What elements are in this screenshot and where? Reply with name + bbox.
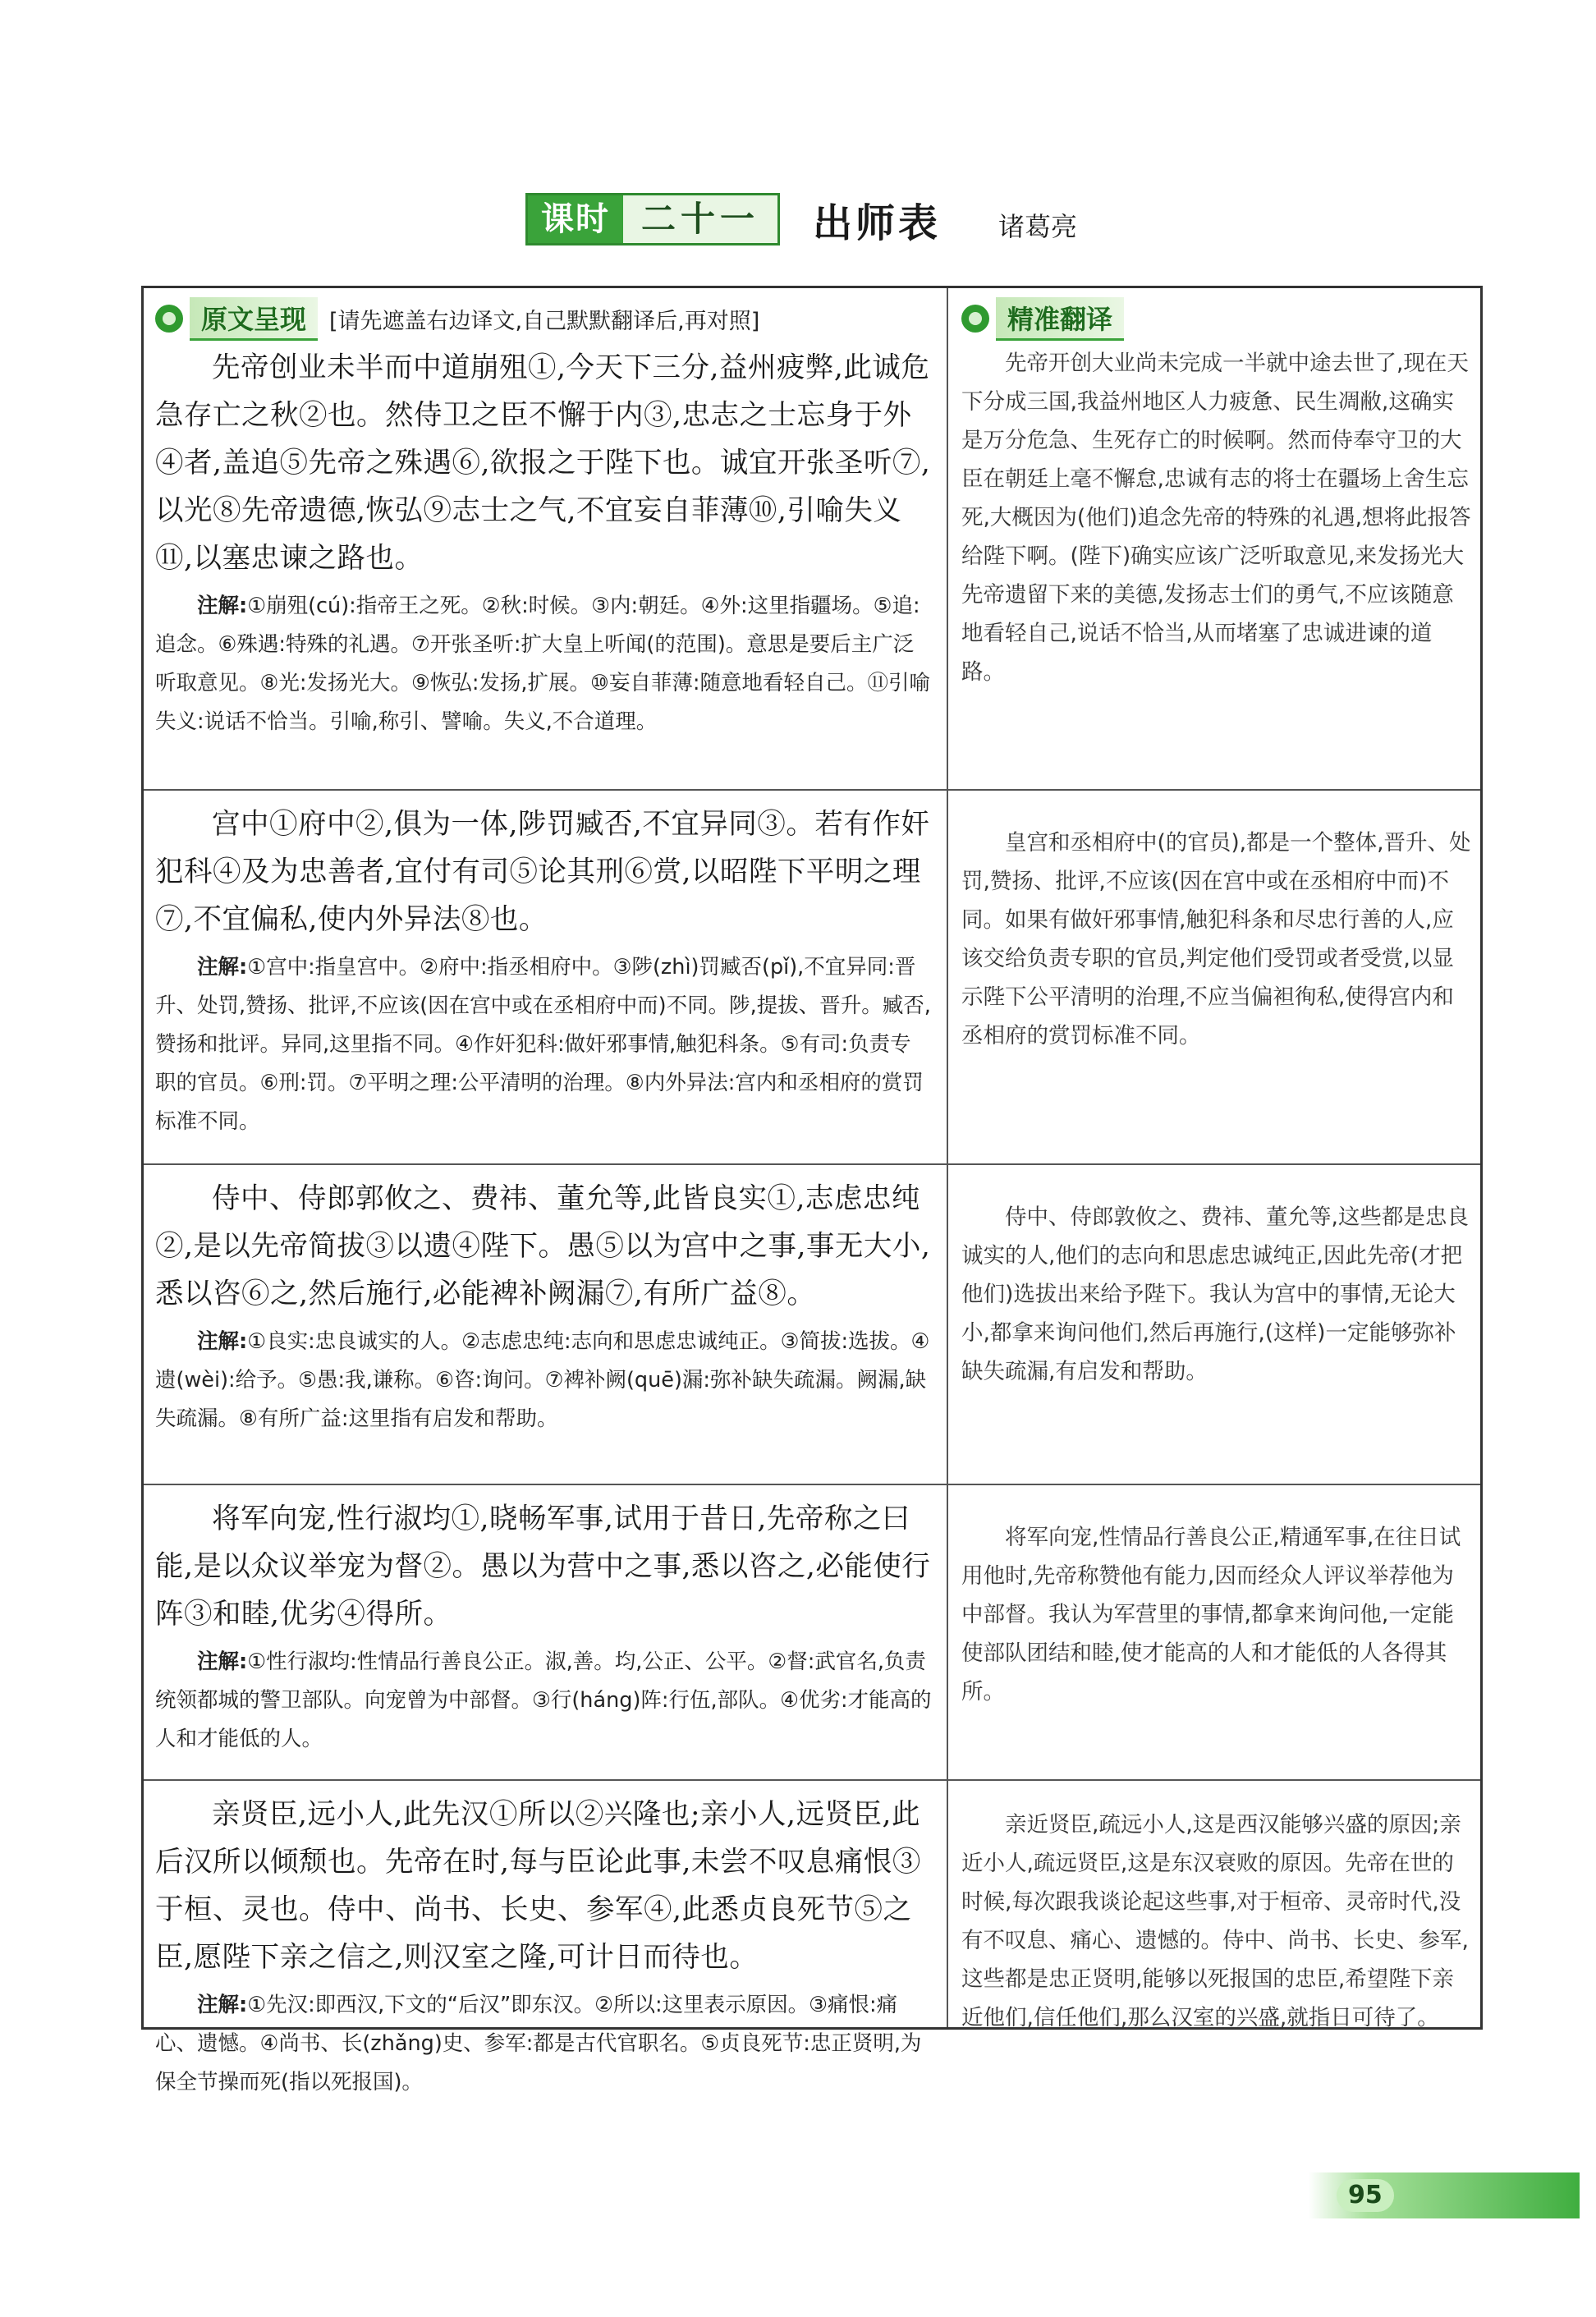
- page-number-bar: [1309, 2172, 1580, 2218]
- notes-text: 注解:①良实:忠良诚实的人。②志虑忠纯:志向和思虑忠诚纯正。③简拔:选拔。④遗(wèi):给予。⑤愚:我,谦称。⑥咨:询问。⑦裨补阙(quē)漏:弥补缺失疏漏。阙漏,缺失疏漏。⑧有所广益:这里指有启发和帮助。: [155, 1329, 930, 1431]
- translation-section-title: 精准翻译: [996, 297, 1124, 341]
- table-row: [144, 1779, 1480, 2094]
- translation-cell: [961, 1198, 1475, 1391]
- translation-text: 将军向宠,性情品行善良公正,精通军事,在往日试用他时,先帝称赞他有能力,因而经众人评议举荐他为中部督。我认为军营里的事情,都拿来询问他,一定能使部队团结和睦,使才能高的人和才能低的人各得其所。: [961, 1525, 1461, 1704]
- translation-text: 先帝开创大业尚未完成一半就中途去世了,现在天下分成三国,我益州地区人力疲惫、民生凋敝,这确实是万分危急、生死存亡的时候啊。然而侍奉守卫的大臣在朝廷上毫不懈怠,忠诚有志的将士在疆场上舍生忘死,大概因为(他们)追念先帝的特殊的礼遇,想将此报答给陛下啊。(陛下)确实应该广泛听取意见,来发扬光大先帝遗留下来的美德,发扬志士们的勇气,不应该随意地看轻自己,说话不恰当,从而堵塞了忠诚进谏的道路。: [961, 351, 1471, 685]
- translation-cell: [961, 1805, 1475, 2037]
- author: 诸葛亮: [998, 211, 1078, 242]
- notes-label: 注解:: [197, 1993, 248, 2017]
- translation-text: 侍中、侍郎敦攸之、费祎、董允等,这些都是忠良诚实的人,他们的志向和思虑忠诚纯正,因此先帝(才把他们)选拔出来给予陛下。我认为宫中的事情,无论大小,都拿来询问他们,然后再施行,(这样)一定能够弥补缺失疏漏,有启发和帮助。: [961, 1204, 1469, 1384]
- lesson-title-bar: [525, 190, 1077, 248]
- original-text: 宫中①府中②,俱为一体,陟罚臧否,不宜异同③。若有作奸犯科④及为忠善者,宜付有司⑤论其刑⑥赏,以昭陛下平明之理⑦,不宜偏私,使内外异法⑧也。: [155, 808, 930, 936]
- original-cell: [155, 801, 932, 1141]
- translation-cell: [961, 298, 1475, 691]
- table-row: [144, 288, 1480, 789]
- table-row: [144, 1484, 1480, 1779]
- notes-label: 注解:: [197, 594, 248, 618]
- notes-text: 注解:①崩殂(cú):指帝王之死。②秋:时候。③内:朝廷。④外:这里指疆场。⑤追:追念。⑥殊遇:特殊的礼遇。⑦开张圣听:扩大皇上听闻(的范围)。意思是要后主广泛听取意见。⑧光:发扬光大。⑨恢弘:发扬,扩展。⑩妄自菲薄:随意地看轻自己。⑪引喻失义:说话不恰当。引喻,称引、譬喻。失义,不合道理。: [155, 594, 930, 734]
- translation-cell: [961, 1518, 1475, 1711]
- notes-label: 注解:: [197, 1649, 248, 1674]
- notes-text: 注解:①宫中:指皇宫中。②府中:指丞相府中。③陟(zhì)罚臧否(pǐ),不宜异同:晋升、处罚,赞扬、批评,不应该(因在宫中或在丞相府中而)不同。陟,提拔、晋升。臧否,赞扬和批评。异同,这里指不同。④作奸犯科:做奸邪事情,触犯科条。⑤有司:负责专职的官员。⑥刑:罚。⑦平明之理:公平清明的治理。⑧内外异法:宫内和丞相府的赏罚标准不同。: [155, 955, 931, 1134]
- notes-text: 注解:①先汉:即西汉,下文的“后汉”即东汉。②所以:这里表示原因。③痛恨:痛心、遗憾。④尚书、长(zhǎng)史、参军:都是古代官职名。⑤贞良死节:忠正贤明,为保全节操而死(指以死报国)。: [155, 1993, 922, 2094]
- target-icon: [961, 305, 989, 333]
- notes-label: 注解:: [197, 955, 248, 980]
- original-text: 先帝创业未半而中道崩殂①,今天下三分,益州疲弊,此诚危急存亡之秋②也。然侍卫之臣不懈于内③,忠志之士忘身于外④者,盖追⑤先帝之殊遇⑥,欲报之于陛下也。诚宜开张圣听⑦,以光⑧先帝遗德,恢弘⑨志士之气,不宜妄自菲薄⑩,引喻失义⑪,以塞忠谏之路也。: [155, 351, 931, 575]
- lesson-badge: [525, 193, 780, 245]
- notes-text: 注解:①性行淑均:性情品行善良公正。淑,善。均,公正、公平。②督:武官名,负责统领都城的警卫部队。向宠曾为中部督。③行(háng)阵:行伍,部队。④优劣:才能高的人和才能低的人。: [155, 1649, 932, 1751]
- translation-section-header: [961, 298, 1475, 339]
- translation-text: 亲近贤臣,疏远小人,这是西汉能够兴盛的原因;亲近小人,疏远贤臣,这是东汉衰败的原因。先帝在世的时候,每次跟我谈论起这些事,对于桓帝、灵帝时代,没有不叹息、痛心、遗憾的。侍中、尚书、长史、参军,这些都是忠正贤明,能够以死报国的忠臣,希望陛下亲近他们,信任他们,那么汉室的兴盛,就指日可待了。: [961, 1812, 1469, 2030]
- translation-cell: [961, 824, 1475, 1055]
- original-section-hint: [请先遮盖右边译文,自己默默翻译后,再对照]: [329, 308, 760, 334]
- lesson-number: 二十一: [641, 199, 760, 239]
- original-section-title: 原文呈现: [190, 297, 318, 341]
- original-text: 侍中、侍郎郭攸之、费祎、董允等,此皆良实①,志虑忠纯②,是以先帝简拔③以遗④陛下。愚⑤以为宫中之事,事无大小,悉以咨⑥之,然后施行,必能裨补阙漏⑦,有所广益⑧。: [155, 1182, 931, 1310]
- table-row: [144, 1163, 1480, 1484]
- original-text: 将军向宠,性行淑均①,晓畅军事,试用于昔日,先帝称之曰能,是以众议举宠为督②。愚以为营中之事,悉以咨之,必能使行阵③和睦,优劣④得所。: [155, 1503, 931, 1631]
- notes-label: 注解:: [197, 1329, 248, 1354]
- translation-text: 皇宫和丞相府中(的官员),都是一个整体,晋升、处罚,赞扬、批评,不应该(因在宫中或在丞相府中而)不同。如果有做奸邪事情,触犯科条和尽忠行善的人,应该交给负责专职的官员,判定他们受罚或者受赏,以显示陛下公平清明的治理,不应当偏袒徇私,使得宫内和丞相府的赏罚标准不同。: [961, 830, 1471, 1048]
- lesson-name: 出师表: [813, 200, 942, 246]
- original-section-header: [155, 298, 932, 339]
- original-cell: [155, 1791, 932, 2102]
- table-row: [144, 789, 1480, 1163]
- original-cell: [155, 1495, 932, 1759]
- original-cell: [155, 298, 932, 741]
- page-number: 95: [1337, 2179, 1394, 2212]
- lesson-label: 课时: [528, 195, 623, 243]
- original-cell: [155, 1175, 932, 1438]
- original-text: 亲贤臣,远小人,此先汉①所以②兴隆也;亲小人,远贤臣,此后汉所以倾颓也。先帝在时,每与臣论此事,未尝不叹息痛恨③于桓、灵也。侍中、尚书、长史、参军④,此悉贞良死节⑤之臣,愿陛下亲之信之,则汉室之隆,可计日而待也。: [155, 1798, 921, 1974]
- circle-icon: [155, 305, 183, 333]
- content-table: [141, 286, 1483, 2094]
